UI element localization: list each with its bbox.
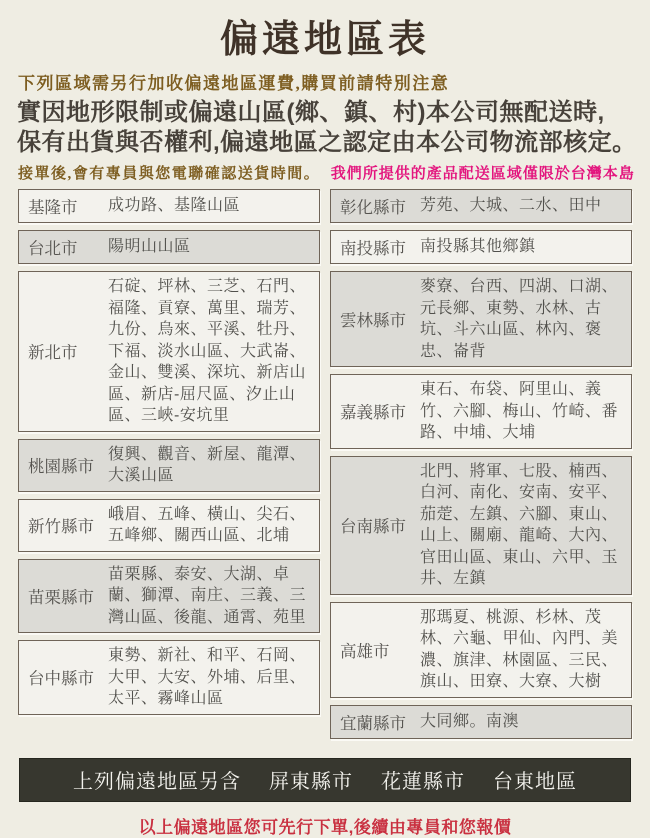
region-areas: 成功路、基隆山區: [108, 197, 241, 215]
table-row-new-taipei: [18, 271, 320, 432]
region-name: 雲林縣市: [340, 312, 406, 330]
additional-region-pingtung: 屏東縣市: [269, 771, 353, 793]
region-areas: 東勢、新社、和平、石岡、大甲、大安、外埔、后里、太平、霧峰山區: [108, 647, 307, 707]
region-name: 基隆市: [28, 199, 78, 217]
order-quote-note: 以上偏遠地區您可先行下單,後續由專員和您報價: [138, 817, 512, 837]
region-name: 台北市: [28, 240, 78, 258]
region-table-right-column: [330, 189, 632, 739]
additional-regions-prefix: 上列偏遠地區另含: [73, 771, 241, 793]
region-name: 台南縣市: [340, 518, 406, 536]
table-row-changhua: [330, 189, 632, 223]
table-row-tainan: [330, 456, 632, 595]
region-areas: 大同鄉。南澳: [420, 712, 520, 730]
table-row-yunlin: [330, 271, 632, 367]
additional-region-taitung: 台東地區: [493, 771, 577, 793]
region-areas: 陽明山山區: [108, 238, 191, 256]
region-name: 嘉義縣市: [340, 404, 406, 423]
region-table-left-column: [18, 189, 320, 739]
table-row-taipei: [18, 230, 320, 264]
table-row-hsinchu: [18, 499, 320, 552]
contact-notice: 接單後,會有專員與您電聯確認送貨時間。: [18, 166, 321, 182]
region-table: [0, 189, 650, 739]
region-areas: 麥寮、台西、四湖、口湖、元長鄉、東勢、水林、古坑、斗六山區、林內、褒忠、崙背: [420, 278, 619, 360]
region-areas: 東石、布袋、阿里山、義竹、六腳、梅山、竹崎、番路、中埔、大埔: [420, 381, 619, 441]
region-name: 新北市: [28, 344, 78, 363]
table-row-taoyuan: [18, 439, 320, 492]
region-name: 台中縣市: [28, 670, 94, 689]
region-name: 宜蘭縣市: [340, 714, 406, 733]
table-row-taichung: [18, 640, 320, 715]
additional-region-hualien: 花蓮縣市: [381, 771, 465, 793]
region-areas: 峨眉、五峰、橫山、尖石、五峰鄉、關西山區、北埔: [108, 505, 307, 544]
region-name: 苗栗縣市: [28, 588, 94, 607]
additional-regions-bar: [19, 758, 631, 802]
region-areas: 芳苑、大城、二水、田中: [420, 197, 602, 215]
surcharge-notice: 下列區域需另行加收偏遠地區運費,購買前請特別注意: [18, 74, 450, 93]
table-row-nantou: [330, 230, 632, 264]
table-row-keelung: [18, 189, 320, 223]
policy-line-1: 實因地形限制或偏遠山區(鄉、鎮、村)本公司無配送時,: [17, 99, 605, 126]
taiwan-only-notice: 我們所提供的產品配送區域僅限於台灣本島: [330, 166, 635, 182]
table-row-chiayi: [330, 374, 632, 449]
region-areas: 那瑪夏、桃源、杉林、茂林、六龜、甲仙、內門、美濃、旗津、林園區、三民、旗山、田寮、大寮、大樹: [420, 608, 619, 690]
table-row-miaoli: [18, 559, 320, 634]
region-areas: 復興、觀音、新屋、龍潭、大溪山區: [108, 445, 307, 484]
region-areas: 石碇、坪林、三芝、石門、福隆、貢寮、萬里、瑞芳、九份、烏來、平溪、牡丹、下福、淡水山區、大武崙、金山、雙溪、深坑、新店山區、新店-屈尺區、汐止山區、三峽-安坑里: [108, 278, 307, 424]
region-areas: 南投縣其他鄉鎮: [420, 238, 536, 256]
policy-line-2: 保有出貨與否權利,偏遠地區之認定由本公司物流部核定。: [17, 129, 637, 156]
table-row-kaohsiung: [330, 602, 632, 698]
region-name: 南投縣市: [340, 240, 406, 258]
region-name: 高雄市: [340, 642, 390, 661]
contact-notice-row: [18, 162, 650, 183]
region-name: 新竹縣市: [28, 518, 94, 536]
region-name: 桃園縣市: [28, 458, 94, 476]
page-title: 偏遠地區表: [219, 19, 430, 61]
region-name: 彰化縣市: [340, 199, 406, 217]
region-areas: 苗栗縣、泰安、大湖、卓蘭、獅潭、南庄、三義、三灣山區、後龍、通霄、苑里: [108, 565, 307, 626]
table-row-yilan: [330, 705, 632, 739]
region-areas: 北門、將軍、七股、楠西、白河、南化、安南、安平、茄萣、左鎮、六腳、東山、山上、關廟、龍崎、大內、官田山區、東山、六甲、玉井、左鎮: [420, 462, 619, 587]
